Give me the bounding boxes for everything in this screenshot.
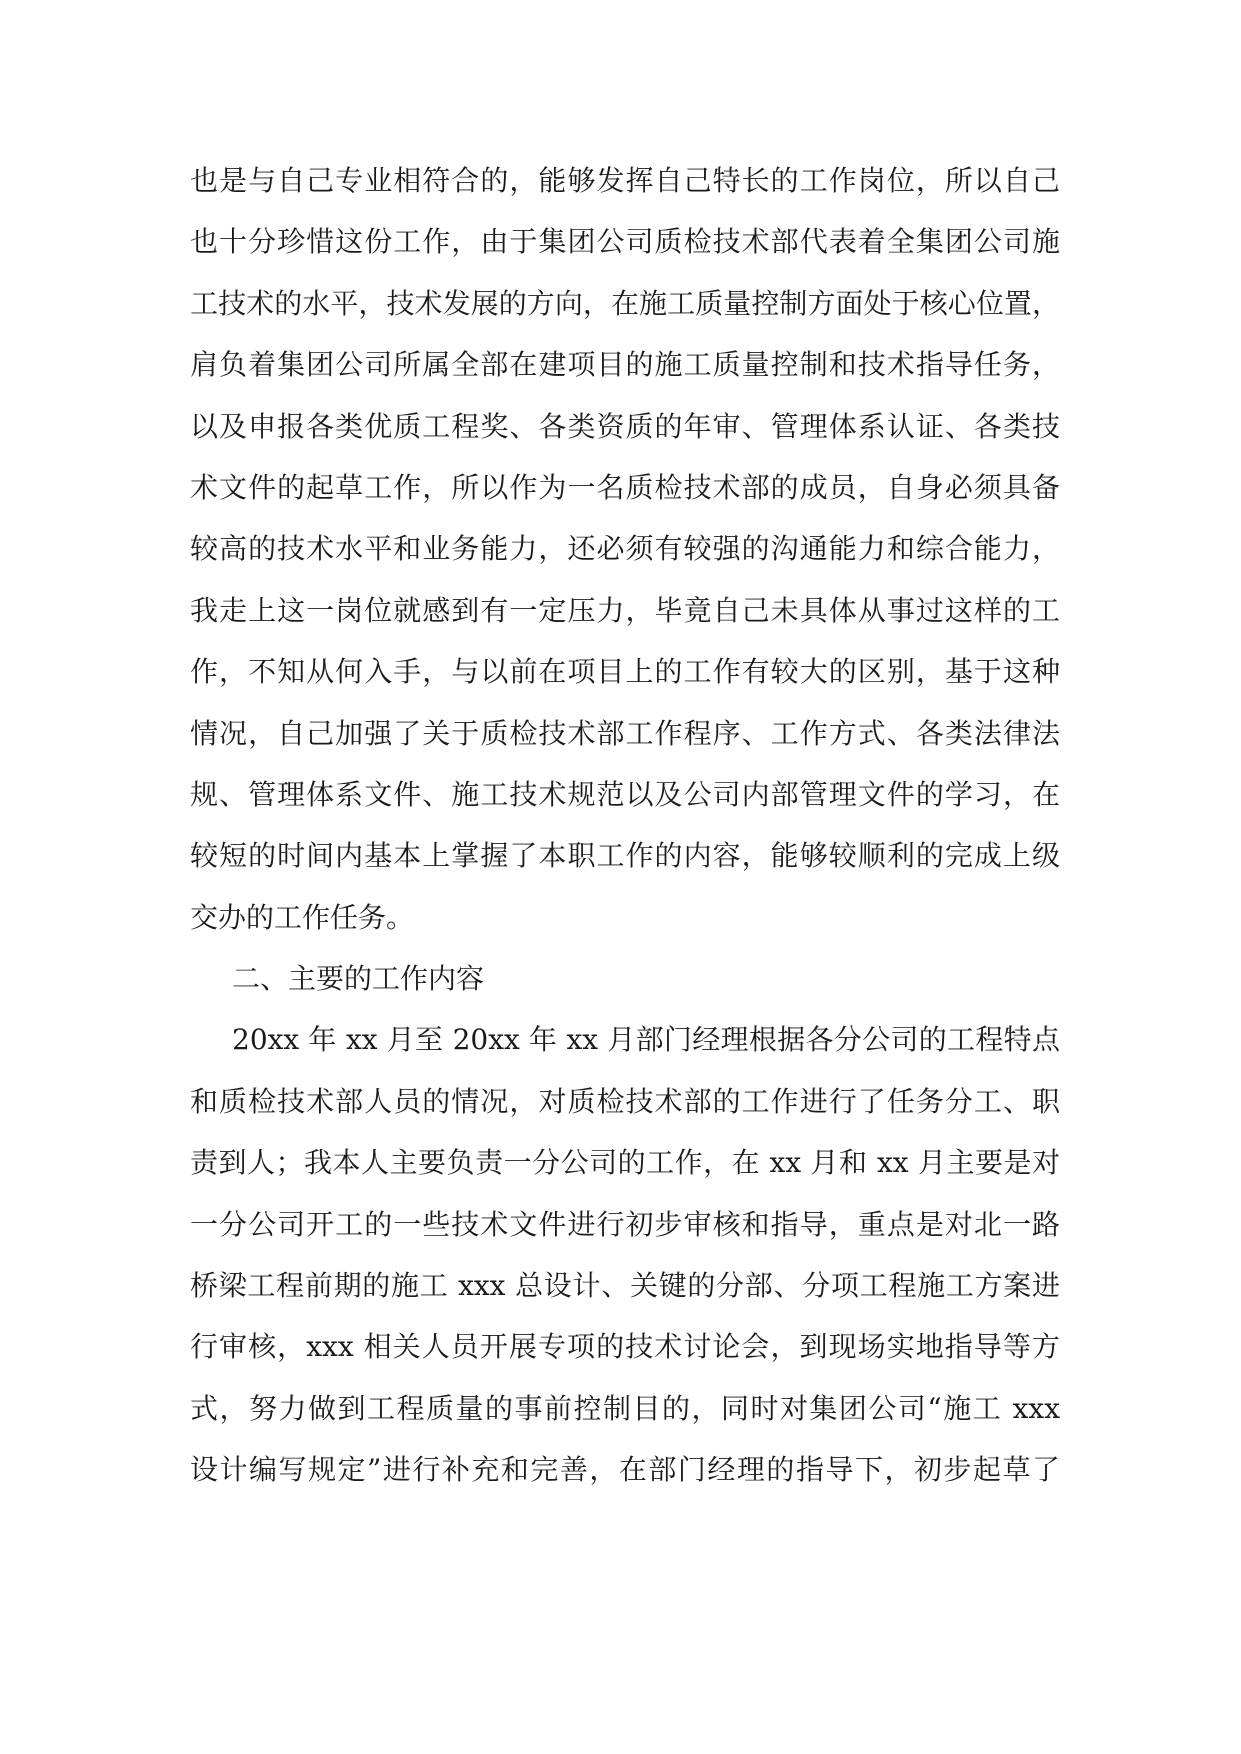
section-heading: 二、主要的工作内容 xyxy=(232,962,485,996)
body-line: 工技术的水平，技术发展的方向，在施工质量控制方面处于核心位置， xyxy=(190,286,1060,320)
body-line: 也十分珍惜这份工作，由于集团公司质检技术部代表着全集团公司施 xyxy=(190,225,1060,259)
body-line: 术文件的起草工作，所以作为一名质检技术部的成员，自身必须具备 xyxy=(190,470,1060,504)
body-line: 一分公司开工的一些技术文件进行初步审核和指导，重点是对北一路 xyxy=(190,1207,1060,1241)
body-line: 以及申报各类优质工程奖、各类资质的年审、管理体系认证、各类技 xyxy=(190,409,1060,443)
body-line: 较短的时间内基本上掌握了本职工作的内容，能够较顺利的完成上级 xyxy=(190,839,1060,873)
body-line: 行审核，xxx 相关人员开展专项的技术讨论会，到现场实地指导等方 xyxy=(190,1330,1060,1364)
body-line: 桥梁工程前期的施工 xxx 总设计、关键的分部、分项工程施工方案进 xyxy=(190,1269,1060,1303)
body-line: 设计编写规定”进行补充和完善，在部门经理的指导下，初步起草了 xyxy=(190,1453,1060,1487)
body-line: 我走上这一岗位就感到有一定压力，毕竟自己未具体从事过这样的工 xyxy=(190,593,1060,627)
body-line: 和质检技术部人员的情况，对质检技术部的工作进行了任务分工、职 xyxy=(190,1084,1060,1118)
body-line: 规、管理体系文件、施工技术规范以及公司内部管理文件的学习，在 xyxy=(190,777,1060,811)
body-line: 作，不知从何入手，与以前在项目上的工作有较大的区别，基于这种 xyxy=(190,655,1060,689)
body-line: 责到人；我本人主要负责一分公司的工作，在 xx 月和 xx 月主要是对 xyxy=(190,1146,1060,1180)
body-line: 肩负着集团公司所属全部在建项目的施工质量控制和技术指导任务， xyxy=(190,348,1060,382)
body-line: 较高的技术水平和业务能力，还必须有较强的沟通能力和综合能力， xyxy=(190,532,1060,566)
paragraph-end-line: 交办的工作任务。 xyxy=(190,900,415,934)
body-line: 也是与自己专业相符合的，能够发挥自己特长的工作岗位，所以自己 xyxy=(190,164,1060,197)
document-body xyxy=(190,150,1060,1501)
body-line: 式，努力做到工程质量的事前控制目的，同时对集团公司“施工 xxx xyxy=(190,1391,1060,1425)
paragraph-first-line: 20xx 年 xx 月至 20xx 年 xx 月部门经理根据各分公司的工程特点 xyxy=(232,1023,1060,1057)
body-line: 情况，自己加强了关于质检技术部工作程序、工作方式、各类法律法 xyxy=(190,716,1060,750)
